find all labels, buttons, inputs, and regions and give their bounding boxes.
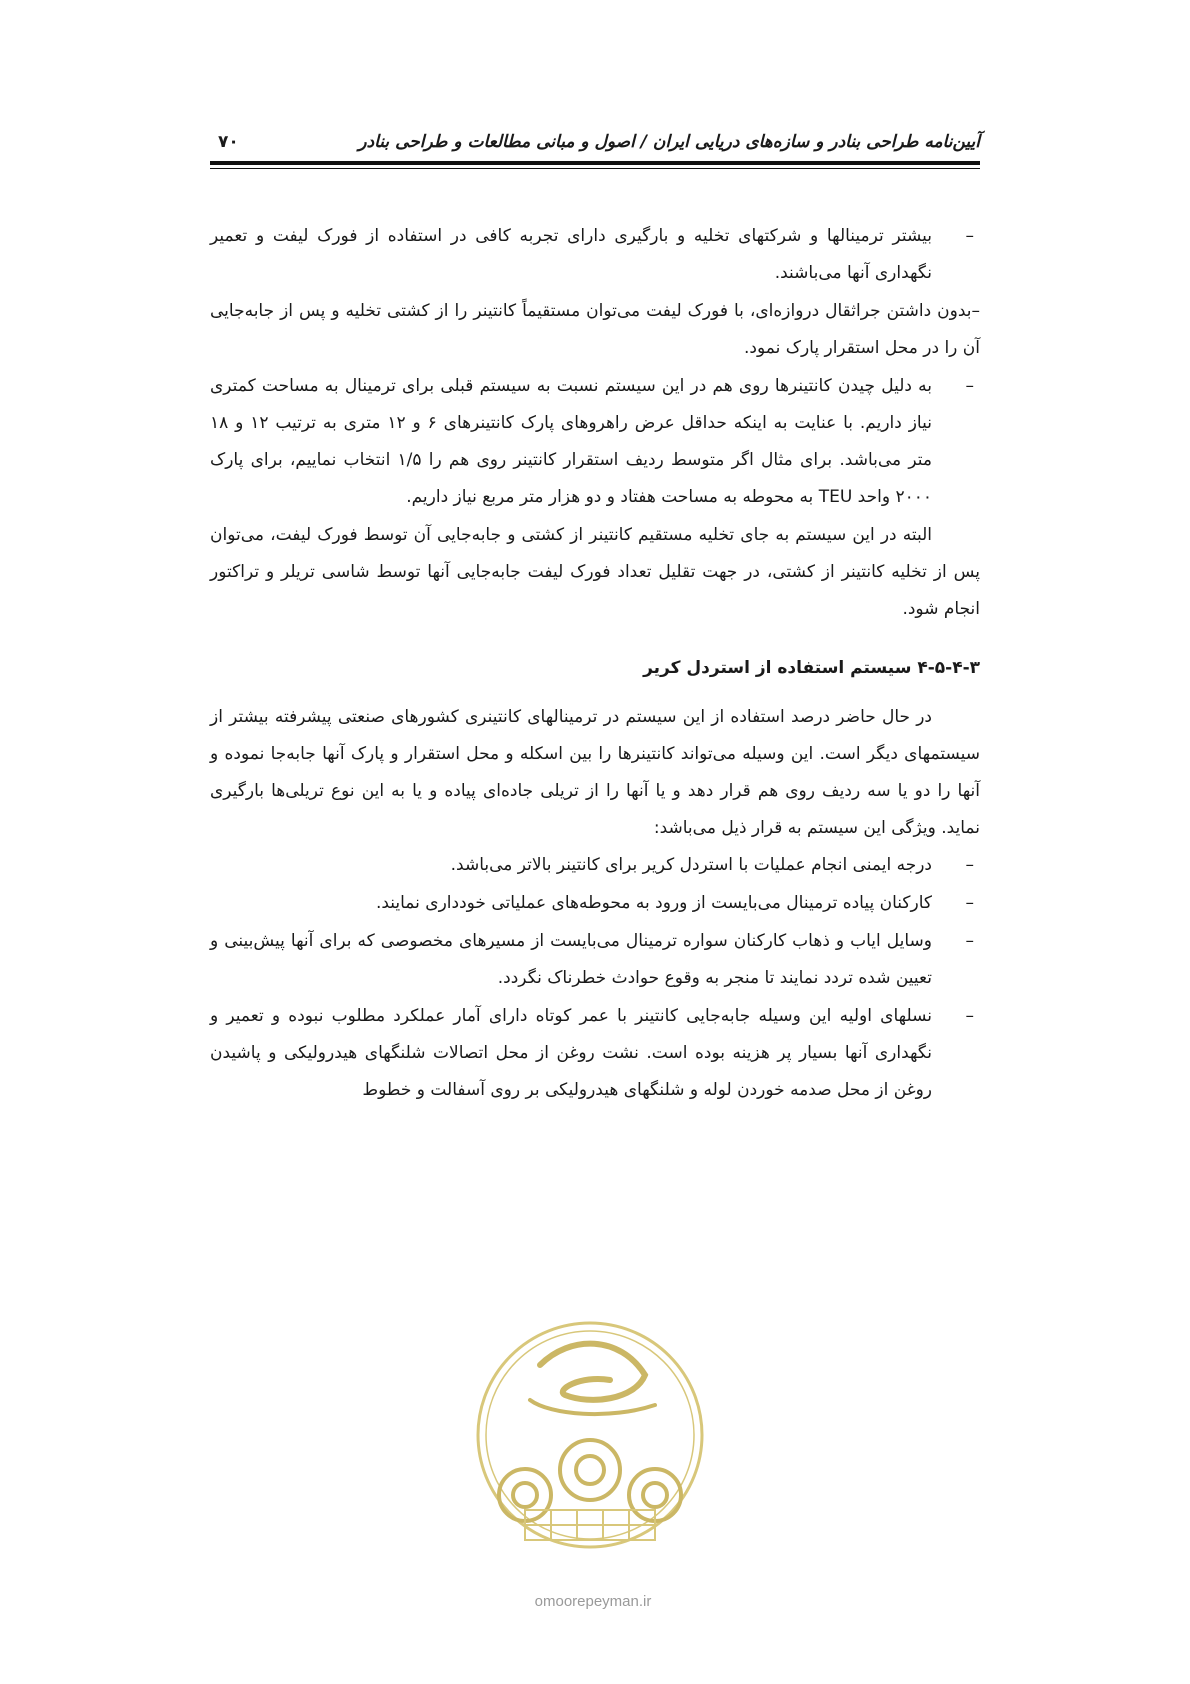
- bullet-dash: –: [965, 1006, 974, 1026]
- page-header: [210, 120, 980, 164]
- header-rule-thin: [210, 168, 980, 169]
- watermark-logo: [470, 1305, 710, 1585]
- bullet-dash: –: [965, 376, 974, 396]
- section-heading: ۴-۵-۴-۳ سیستم استفاده از استردل کریر: [643, 658, 980, 678]
- list-item-text: کارکنان پیاده ترمینال می‌بایست از ورود به محوطه‌های عملیاتی خودداری نمایند.: [375, 893, 932, 913]
- bullet-dash: –: [965, 855, 974, 875]
- list-item: [210, 998, 980, 1109]
- list-item-text: نسلهای اولیه این وسیله جابه‌جایی کانتینر با عمر کوتاه دارای آمار عملکرد مطلوب نبوده و تعمیر و نگهداری آنها بسیار پر هزینه بوده است. نشت روغن از محل اتصالات شلنگهای هیدرولیکی و پاشیدن روغن از محل صدمه خوردن لوله و شلنگهای هیدرولیکی بر روی آسفالت و خطوط: [210, 1006, 932, 1100]
- watermark-url: omoorepeyman.ir: [534, 1593, 652, 1610]
- list-item-text: درجه ایمنی انجام عملیات با استردل کریر برای کانتینر بالاتر می‌باشد.: [450, 855, 932, 875]
- list-item: [210, 885, 980, 922]
- list-item: [210, 218, 980, 292]
- header-rule-thick: [210, 161, 980, 165]
- list-item-text: وسایل ایاب و ذهاب کارکنان سواره ترمینال می‌بایست از مسیرهای مخصوصی که برای آنها پیش‌بینی و تعیین شده تردد نمایند تا منجر به وقوع حوادث خطرناک نگردد.: [210, 931, 932, 988]
- bullet-dash: –: [965, 931, 974, 951]
- list-item: [210, 293, 980, 367]
- page-number: ۷۰: [218, 132, 239, 152]
- list-item-text: –بدون داشتن جراثقال دروازه‌ای، با فورک لیفت می‌توان مستقیماً کانتینر را از کشتی تخلیه و پس از جابه‌جایی آن را در محل استقرار پارک نمود.: [210, 301, 980, 358]
- list-item-text: به دلیل چیدن کانتینرها روی هم در این سیستم نسبت به سیستم قبلی برای ترمینال به مساحت کمتری نیاز داریم. با عنایت به اینکه حداقل عرض راهروهای پارک کانتینرهای ۶ و ۱۲ متری به ترتیب ۱۲ و ۱۸ متر می‌باشد. برای مثال اگر متوسط ردیف استقرار کانتینر روی هم را ۱/۵ انتخاب نماییم، برای پارک ۲۰۰۰ واحد TEU به محوطه به مساحت هفتاد و دو هزار متر مربع نیاز داریم.: [210, 376, 932, 507]
- body-text: [210, 218, 980, 1110]
- paragraph: البته در این سیستم به جای تخلیه مستقیم کانتینر از کشتی و جابه‌جایی آن توسط فورک لیفت، می‌توان پس از تخلیه کانتینر از کشتی، در جهت تقلیل تعداد فورک لیفت جابه‌جایی آنها توسط شاسی تریلر و تراکتور انجام شود.: [210, 525, 980, 619]
- running-title: آیین‌نامه طراحی بنادر و سازه‌های دریایی ایران / اصول و مبانی مطالعات و طراحی بنادر: [358, 132, 980, 152]
- list-item: [210, 847, 980, 884]
- list-item-text: بیشتر ترمینالها و شرکتهای تخلیه و بارگیری دارای تجربه کافی در استفاده از فورک لیفت و تعمیر نگهداری آنها می‌باشند.: [210, 226, 932, 283]
- paragraph: در حال حاضر درصد استفاده از این سیستم در ترمینالهای کانتینری کشورهای صنعتی پیشرفته بیشتر از سیستمهای دیگر است. این وسیله می‌تواند کانتینرها را بین اسکله و محل استقرار و پارک آنها جابه‌جا نموده و آنها را دو یا سه ردیف روی هم قرار دهد و یا آنها را از تریلی جاده‌ای پیاده و یا به این نوع تریلی‌ها بارگیری نماید. ویژگی این سیستم به قرار ذیل می‌باشد:: [210, 707, 980, 838]
- bullet-dash: –: [965, 893, 974, 913]
- bullet-dash: –: [965, 226, 974, 246]
- list-item: [210, 923, 980, 997]
- list-item: [210, 368, 980, 516]
